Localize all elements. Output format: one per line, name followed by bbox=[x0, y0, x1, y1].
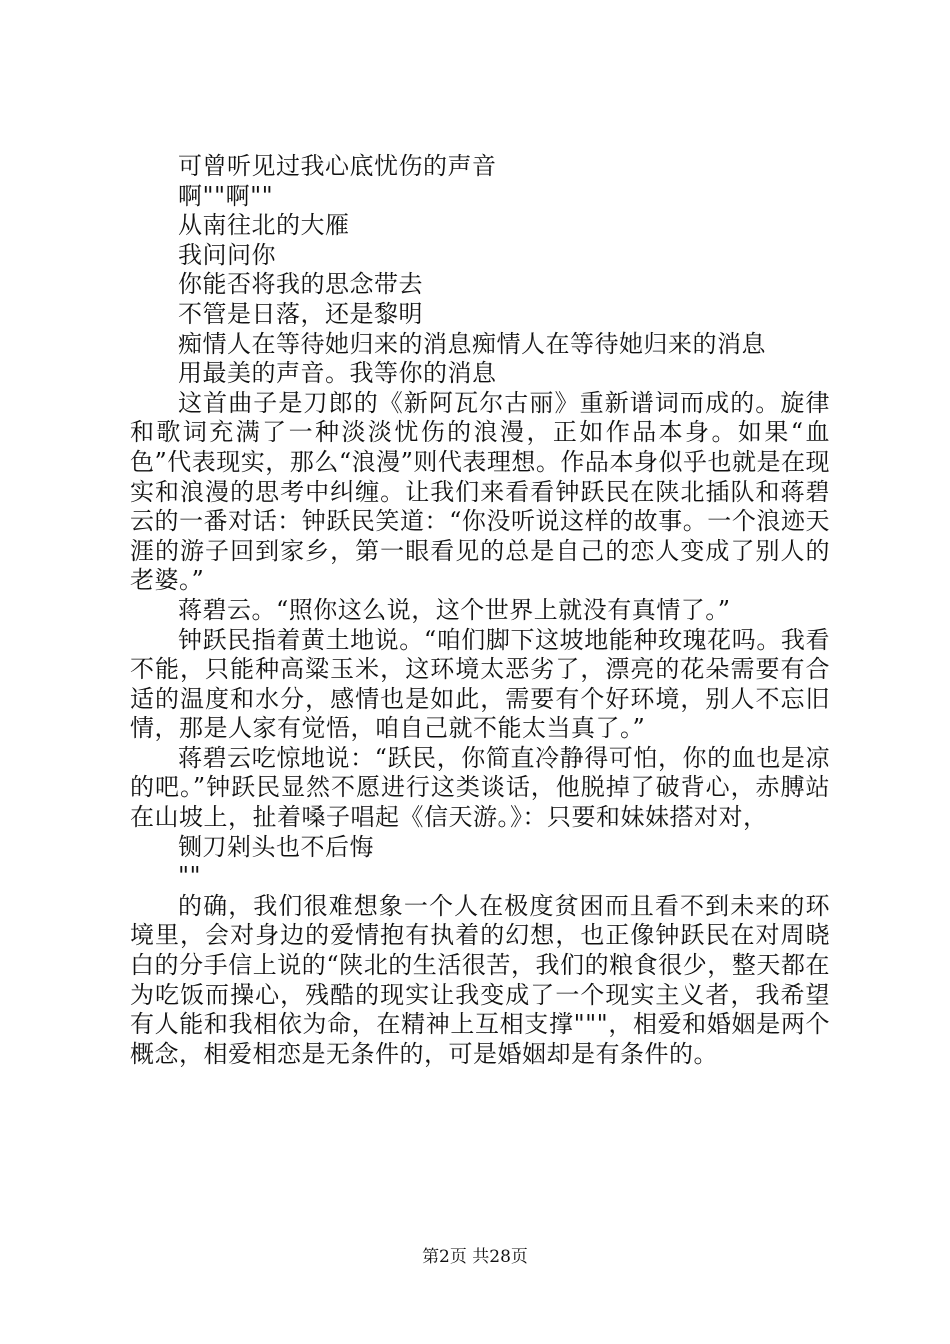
body-paragraph: 这首曲子是刀郎的《新阿瓦尔古丽》重新谱词而成的。旋律和歌词充满了一种淡淡忧伤的浪漫，正如作品本身。如果“血色”代表现实，那么“浪漫”则代表理想。作品本身似乎也就是在现实和浪漫的思考中纠缠。让我们来看看钟跃民在陕北插队和蒋碧云的一番对话：钟跃民笑道：“你没听说这样的故事。一个浪迹天涯的游子回到家乡，第一眼看见的总是自己的恋人变成了别人的老婆。” bbox=[130, 388, 830, 595]
body-paragraph: 蒋碧云吃惊地说：“跃民，你简直冷静得可怕，你的血也是凉的吧。”钟跃民显然不愿进行这类谈话，他脱掉了破背心，赤膊站在山坡上，扯着嗓子唱起《信天游。》：只要和妹妹搭对对， bbox=[130, 743, 830, 832]
lyric-line: 可曾听见过我心底忧伤的声音 bbox=[178, 152, 497, 180]
lyrics-block-mid bbox=[130, 833, 830, 892]
lyric-line: 用最美的声音。我等你的消息 bbox=[178, 359, 497, 388]
lyric-line: "" bbox=[178, 862, 202, 891]
page-number-label: 第2页 共28页 bbox=[422, 1247, 528, 1267]
lyric-line: 我问问你 bbox=[178, 240, 276, 269]
lyrics-block-top bbox=[130, 152, 830, 389]
body-paragraph: 蒋碧云。“照你这么说，这个世界上就没有真情了。” bbox=[178, 595, 731, 624]
lyric-line: 不管是日落，还是黎明 bbox=[178, 299, 423, 328]
lyric-line: 你能否将我的思念带去 bbox=[178, 270, 423, 299]
closing-paragraph: 的确，我们很难想象一个人在极度贫困而且看不到未来的环境里，会对身边的爱情抱有执着的幻想，也正像钟跃民在对周晓白的分手信上说的“陕北的生活很苦，我们的粮食很少，整天都在为吃饭而操心，残酷的现实让我变成了一个现实主义者，我希望有人能和我相依为命，在精神上互相支撑"""，相爱和婚姻是两个概念，相爱相恋是无条件的，可是婚姻却是有条件的。 bbox=[130, 891, 830, 1068]
body-paragraph: 钟跃民指着黄土地说。“咱们脚下这坡地能种玫瑰花吗。我看不能，只能种高粱玉米，这环境太恶劣了，漂亮的花朵需要有合适的温度和水分，感情也是如此，需要有个好环境，别人不忘旧情，那是人家有觉悟，咱自己就不能太当真了。” bbox=[130, 625, 830, 743]
page-footer bbox=[0, 1242, 950, 1267]
lyric-line: 痴情人在等待她归来的消息痴情人在等待她归来的消息 bbox=[178, 329, 766, 358]
lyric-line: 啊""啊"" bbox=[178, 181, 274, 210]
document-page bbox=[130, 152, 830, 1069]
lyric-line: 铡刀剁头也不后悔 bbox=[178, 832, 374, 861]
lyric-line: 从南往北的大雁 bbox=[178, 211, 350, 240]
